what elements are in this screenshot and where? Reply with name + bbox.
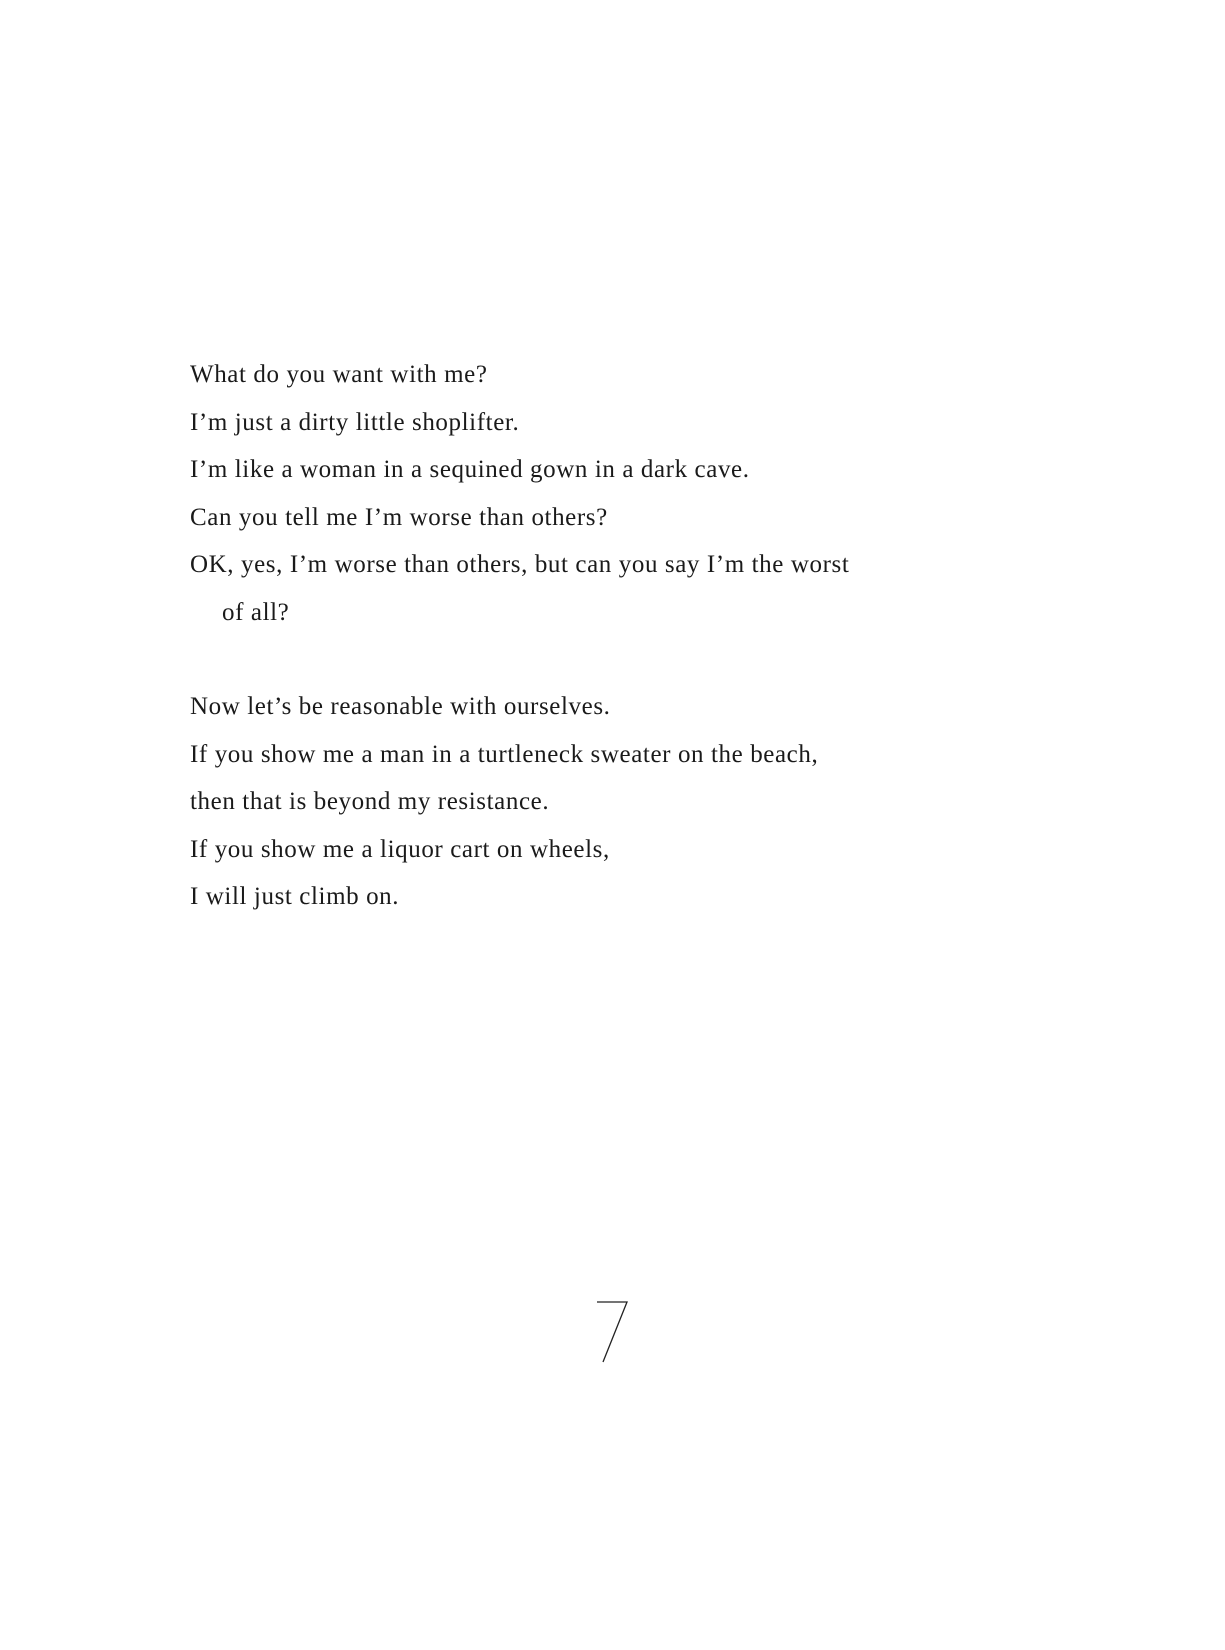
poem-line: If you show me a liquor cart on wheels, xyxy=(190,835,610,863)
page-number-text xyxy=(0,1300,1,1301)
poem-line: I’m like a woman in a sequined gown in a dark cave. xyxy=(190,456,750,483)
poem-line: Can you tell me I’m worse than others? xyxy=(190,503,608,531)
poem-line: If you show me a man in a turtleneck sweater on the beach, xyxy=(190,740,819,768)
page-number xyxy=(0,1300,1225,1380)
poem-line-continuation: of all? xyxy=(222,598,290,626)
poem-line: Now let’s be reasonable with ourselves. xyxy=(190,693,611,720)
stanza-2 xyxy=(190,683,1050,921)
poem-line: I will just climb on. xyxy=(190,883,400,910)
poem-line: What do you want with me? xyxy=(190,361,488,388)
poem-line: I’m just a dirty little shoplifter. xyxy=(190,408,520,436)
stanza-1 xyxy=(190,351,1050,636)
poem-line: OK, yes, I’m worse than others, but can you say I’m the worst xyxy=(190,551,850,578)
poem-line: then that is beyond my resistance. xyxy=(190,788,550,815)
page-number-glyph xyxy=(593,1300,633,1364)
poem xyxy=(190,351,1050,921)
